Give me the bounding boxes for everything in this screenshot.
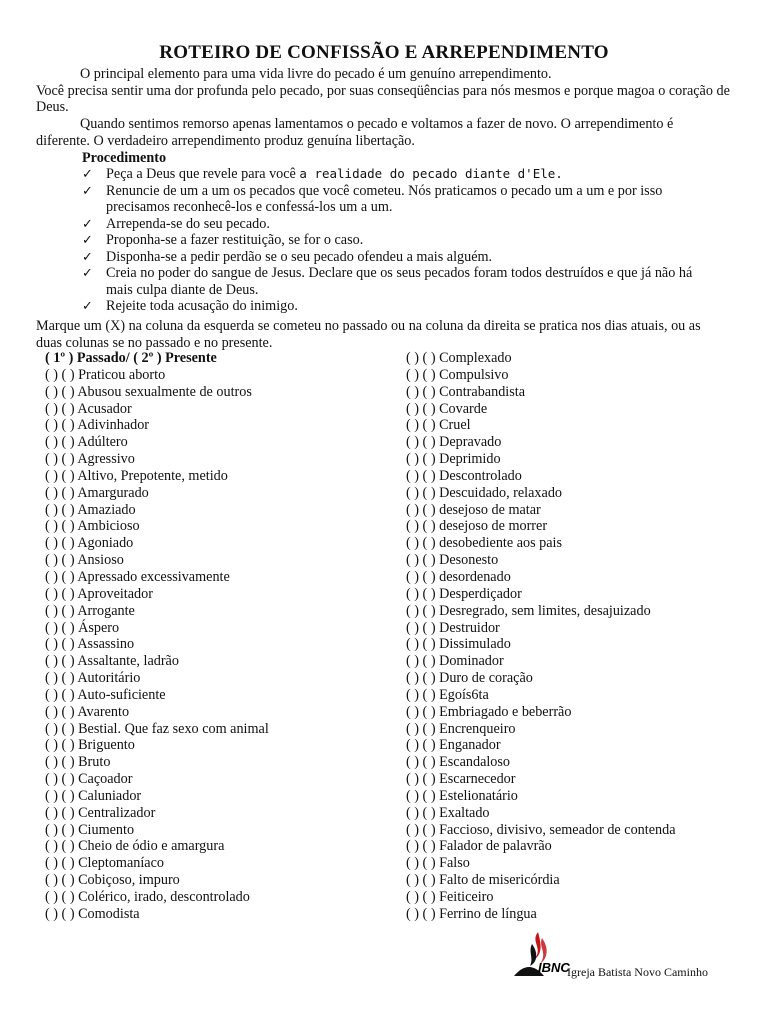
checklist-row [45, 653, 385, 670]
checklist-label: Avarento [77, 703, 130, 720]
checklist-label: Abusou sexualmente de outros [77, 383, 252, 400]
footer-logo [508, 930, 738, 980]
procedure-item [82, 183, 722, 216]
checklist-row [45, 721, 385, 738]
checklist-label: Exaltado [439, 804, 490, 821]
checklist-label: Altivo, Prepotente, metido [77, 467, 228, 484]
checklist-row [45, 367, 385, 384]
checklist-label: Acusador [77, 400, 132, 417]
checklist-left-column [45, 350, 385, 923]
checklist-row [406, 771, 746, 788]
checkbox-pair[interactable]: ( ) ( ) [406, 552, 436, 569]
checkbox-pair[interactable]: ( ) ( ) [406, 619, 436, 636]
checkbox-pair[interactable]: ( ) ( ) [406, 703, 436, 720]
checklist-row [45, 586, 385, 603]
checklist-row [406, 653, 746, 670]
checklist-label: Colérico, irado, descontrolado [78, 889, 250, 905]
checklist-row [45, 384, 385, 401]
procedure-item [82, 166, 722, 183]
checklist-label: desejoso de morrer [439, 518, 548, 535]
checkbox-pair[interactable]: ( ) ( ) [45, 434, 75, 451]
checklist-row [45, 468, 385, 485]
checklist-label: Deprimido [439, 451, 501, 468]
checklist-row [406, 889, 746, 906]
checklist-label: Apressado excessivamente [77, 568, 230, 585]
checklist-label: Assassino [77, 636, 135, 653]
checkbox-pair[interactable]: ( ) ( ) [406, 350, 436, 366]
procedure-item-text: Renuncie de um a um os pecados que você cometeu. Nós praticamos o pecado um a um e por isso precisamos reconhecê-los e confessá-los um a um. [106, 182, 663, 215]
checklist-row [406, 434, 746, 451]
checklist-label: Feiticeiro [439, 889, 494, 905]
checklist-row [406, 704, 746, 721]
checkbox-pair[interactable]: ( ) ( ) [45, 686, 75, 703]
checkmark-icon: ✓ [82, 248, 93, 264]
checklist-row [45, 485, 385, 502]
checklist-row [45, 636, 385, 653]
checklist-label: Cruel [439, 417, 471, 434]
checklist-row [45, 518, 385, 535]
procedure-item [82, 216, 722, 233]
logo-abbreviation: IBNC [538, 960, 570, 975]
checkbox-pair[interactable]: ( ) ( ) [45, 821, 75, 838]
checkbox-pair[interactable]: ( ) ( ) [406, 838, 436, 855]
checklist-row [45, 620, 385, 637]
checkbox-pair[interactable]: ( ) ( ) [406, 720, 436, 737]
checklist-label: Centralizador [78, 804, 156, 821]
checklist-label: Áspero [78, 619, 120, 636]
checklist-label: Descuidado, relaxado [439, 484, 563, 501]
checkbox-pair[interactable]: ( ) ( ) [45, 552, 75, 569]
checkbox-pair[interactable]: ( ) ( ) [406, 754, 436, 771]
checklist-label: Dominador [439, 653, 504, 670]
checkmark-icon: ✓ [82, 298, 93, 313]
checklist-row [45, 451, 385, 468]
checklist-row [406, 535, 746, 552]
page-title: ROTEIRO DE CONFISSÃO E ARREPENDIMENTO [159, 42, 609, 63]
checklist-row [406, 485, 746, 502]
procedure-item-text: Rejeite toda acusação do inimigo. [106, 298, 298, 314]
checkbox-pair[interactable]: ( ) ( ) [45, 400, 75, 417]
checklist-row [45, 687, 385, 704]
checklist-row [45, 417, 385, 434]
checklist-label: Ansioso [77, 552, 124, 569]
checklist-row [406, 620, 746, 637]
checkbox-pair[interactable]: ( ) ( ) [45, 451, 75, 468]
checklist-label: Faccioso, divisivo, semeador de contenda [439, 821, 676, 838]
checkbox-pair[interactable]: ( ) ( ) [406, 535, 436, 552]
checkbox-pair[interactable]: ( ) ( ) [45, 602, 75, 619]
checkbox-pair[interactable]: ( ) ( ) [45, 787, 75, 804]
checklist-label: Ferrino de língua [439, 905, 537, 922]
checklist-row [45, 754, 385, 771]
checkbox-pair[interactable]: ( ) ( ) [406, 653, 436, 670]
procedure-item [82, 249, 722, 266]
checkbox-pair[interactable]: ( ) ( ) [45, 670, 75, 687]
checklist-label: Adivinhador [77, 417, 150, 434]
checklist-label: desejoso de matar [439, 501, 541, 518]
checklist-row [45, 771, 385, 788]
checkbox-pair[interactable]: ( ) ( ) [406, 400, 436, 417]
checkbox-pair[interactable]: ( ) ( ) [45, 535, 75, 552]
checklist-label: Embriagado e beberrão [439, 703, 572, 720]
checklist-row [406, 754, 746, 771]
checkbox-pair[interactable]: ( ) ( ) [406, 821, 436, 838]
checkbox-pair[interactable]: ( ) ( ) [45, 383, 75, 400]
checklist-row [45, 805, 385, 822]
checklist-row [406, 518, 746, 535]
checklist-row [406, 872, 746, 889]
checklist-label: Compulsivo [439, 366, 509, 383]
procedure-item-text: Proponha-se a fazer restituição, se for o caso. [106, 232, 364, 248]
checkbox-pair[interactable]: ( ) ( ) [45, 838, 75, 855]
checklist-header: ( 1º ) Passado/ ( 2º ) Presente [45, 350, 217, 366]
checklist-row [406, 384, 746, 401]
checklist-label: Agoniado [77, 535, 134, 552]
checklist-row [45, 552, 385, 569]
checkbox-pair[interactable]: ( ) ( ) [45, 484, 75, 501]
checklist-row [45, 603, 385, 620]
checklist-row [406, 569, 746, 586]
checklist-label: Estelionatário [439, 787, 518, 804]
checklist-row [406, 417, 746, 434]
checklist-label: Duro de coração [439, 670, 533, 687]
checkbox-pair[interactable]: ( ) ( ) [406, 434, 436, 451]
intro-text-1: O principal elemento para uma vida livre do pecado é um genuíno arrependimento. [80, 66, 552, 82]
checkbox-pair[interactable]: ( ) ( ) [45, 366, 75, 383]
checklist-row [45, 737, 385, 754]
checkbox-pair[interactable]: ( ) ( ) [406, 804, 436, 821]
checklist-label: Caluniador [78, 787, 142, 804]
checklist-row [406, 670, 746, 687]
checklist-label: Descontrolado [439, 467, 522, 484]
checkbox-pair[interactable]: ( ) ( ) [45, 754, 75, 771]
checklist-row [406, 468, 746, 485]
checklist-row [406, 788, 746, 805]
checkbox-pair[interactable]: ( ) ( ) [406, 467, 436, 484]
checkbox-pair[interactable]: ( ) ( ) [406, 602, 436, 619]
checklist-row [406, 451, 746, 468]
checklist-row [45, 434, 385, 451]
procedure-item [82, 232, 722, 249]
checklist-row [45, 822, 385, 839]
checklist-label: desordenado [439, 568, 511, 585]
checkbox-pair[interactable]: ( ) ( ) [45, 653, 75, 670]
checklist-label: Destruidor [439, 619, 500, 636]
checkbox-pair[interactable]: ( ) ( ) [406, 905, 436, 922]
checkbox-pair[interactable]: ( ) ( ) [45, 872, 75, 889]
checkbox-pair[interactable]: ( ) ( ) [45, 804, 75, 821]
checklist-label: Desregrado, sem limites, desajuizado [439, 602, 651, 619]
checklist-label: Dissimulado [439, 636, 511, 653]
checklist-label: Agressivo [77, 451, 135, 468]
intro-paragraph-1 [36, 66, 730, 116]
checklist-row [45, 704, 385, 721]
checklist-label: Desperdiçador [439, 585, 522, 602]
checklist-label: Autoritário [77, 670, 141, 687]
checkbox-pair[interactable]: ( ) ( ) [45, 585, 75, 602]
checklist-label: Caçoador [78, 771, 133, 788]
checklist-label: Falto de misericórdia [439, 872, 560, 889]
checklist-row [406, 586, 746, 603]
checklist-row [406, 636, 746, 653]
checklist-label: Falador de palavrão [439, 838, 552, 855]
checklist-row [45, 569, 385, 586]
procedure-item [82, 298, 722, 315]
checklist-row [406, 401, 746, 418]
checkmark-icon: ✓ [82, 166, 93, 181]
procedure-item-text: Arrependa-se do seu pecado. [106, 215, 270, 232]
checklist-row [406, 350, 746, 367]
checklist-label: Adúltero [77, 434, 128, 451]
instruction-text: Marque um (X) na coluna da esquerda se cometeu no passado ou na coluna da direita se pratica nos dias atuais, ou as duas colunas se no passado e no presente. [36, 318, 701, 351]
checkbox-pair[interactable]: ( ) ( ) [45, 417, 75, 434]
checkbox-pair[interactable]: ( ) ( ) [45, 855, 75, 872]
checkbox-pair[interactable]: ( ) ( ) [406, 417, 436, 434]
procedure-item-mono-text: a realidade do pecado diante d'Ele. [299, 166, 563, 181]
checklist-row [406, 737, 746, 754]
checkbox-pair[interactable]: ( ) ( ) [406, 889, 436, 905]
checkbox-pair[interactable]: ( ) ( ) [406, 501, 436, 518]
checklist-label: Amaziado [77, 501, 136, 518]
church-name: Igreja Batista Novo Caminho [567, 965, 708, 979]
checkbox-pair[interactable]: ( ) ( ) [45, 568, 75, 585]
checklist-row [406, 603, 746, 620]
checkbox-pair[interactable]: ( ) ( ) [406, 771, 436, 788]
checkbox-pair[interactable]: ( ) ( ) [45, 737, 75, 754]
checklist-label: Praticou aborto [78, 366, 166, 383]
checklist-label: Auto-suficiente [77, 686, 166, 703]
checkbox-pair[interactable]: ( ) ( ) [45, 889, 75, 905]
checklist-label: Aproveitador [77, 585, 153, 602]
checklist-label: Bestial. Que faz sexo com animal [78, 720, 269, 737]
checkbox-pair[interactable]: ( ) ( ) [406, 686, 436, 703]
checkbox-pair[interactable]: ( ) ( ) [406, 872, 436, 889]
checklist-row [45, 889, 385, 906]
checklist-label: Falso [439, 855, 470, 872]
checklist-row [45, 855, 385, 872]
checklist-row [406, 552, 746, 569]
checkbox-pair[interactable]: ( ) ( ) [45, 703, 75, 720]
checklist-row [406, 502, 746, 519]
checkmark-icon: ✓ [82, 265, 93, 280]
checkbox-pair[interactable]: ( ) ( ) [45, 501, 75, 518]
procedure-item [82, 265, 722, 298]
checklist-label: Briguento [78, 737, 135, 754]
checklist-row [45, 535, 385, 552]
checklist-row [45, 788, 385, 805]
checklist-label: Desonesto [439, 552, 499, 569]
checklist-label: Depravado [439, 434, 502, 451]
checkbox-pair[interactable]: ( ) ( ) [406, 568, 436, 585]
checkbox-pair[interactable]: ( ) ( ) [45, 467, 75, 484]
procedure-heading: Procedimento [82, 150, 167, 166]
checklist-row [406, 822, 746, 839]
checklist-row [406, 367, 746, 384]
checklist-label: Amargurado [77, 484, 149, 501]
checkbox-pair[interactable]: ( ) ( ) [406, 383, 436, 400]
checkbox-pair[interactable]: ( ) ( ) [406, 787, 436, 804]
checkbox-pair[interactable]: ( ) ( ) [406, 855, 436, 872]
checklist-label: Arrogante [77, 602, 135, 619]
checklist-label: Escandaloso [439, 754, 511, 771]
checkbox-pair[interactable]: ( ) ( ) [406, 737, 436, 754]
checkbox-pair[interactable]: ( ) ( ) [45, 636, 75, 653]
intro-text-1b: Você precisa sentir uma dor profunda pelo pecado, por suas conseqüências para nós mesmos e porque magoa o coração de Deus. [36, 82, 730, 115]
intro-text-2: Quando sentimos remorso apenas lamentamos o pecado e voltamos a fazer de novo. O arrependimento é diferente. O verdadeiro arrependimento produz genuína libertação. [36, 116, 674, 149]
checklist-row [45, 906, 385, 923]
checkmark-icon: ✓ [82, 182, 93, 198]
checkbox-pair[interactable]: ( ) ( ) [406, 670, 436, 687]
checklist-label: Bruto [78, 754, 111, 771]
checklist-label: Contrabandista [439, 383, 525, 400]
checklist-row [406, 855, 746, 872]
procedure-item-text: Creia no poder do sangue de Jesus. Declare que os seus pecados foram todos destruídos e que já não há mais culpa diante de Deus. [106, 265, 693, 298]
checklist-row [45, 838, 385, 855]
checklist-label: Encrenqueiro [439, 720, 516, 737]
procedure-list [82, 166, 722, 315]
checklist-row [45, 401, 385, 418]
checklist-label: Enganador [439, 737, 501, 754]
checkbox-pair[interactable]: ( ) ( ) [45, 518, 75, 535]
checklist-row [45, 670, 385, 687]
checklist-label: Covarde [439, 400, 488, 417]
checklist-label: Egoís6ta [439, 686, 489, 703]
checklist-right-column [406, 350, 746, 923]
checkmark-icon: ✓ [82, 232, 93, 247]
checkbox-pair[interactable]: ( ) ( ) [406, 518, 436, 535]
checklist-label: Comodista [78, 905, 140, 922]
checklist-label: Complexado [439, 350, 512, 366]
checkbox-pair[interactable]: ( ) ( ) [45, 720, 75, 737]
checklist-label: Ambicioso [77, 518, 140, 535]
checklist-label: Ciumento [78, 821, 135, 838]
checkbox-pair[interactable]: ( ) ( ) [406, 484, 436, 501]
checkbox-pair[interactable]: ( ) ( ) [406, 451, 436, 468]
checklist-row [406, 805, 746, 822]
checkbox-pair[interactable]: ( ) ( ) [406, 636, 436, 653]
checklist-row [45, 872, 385, 889]
checkbox-pair[interactable]: ( ) ( ) [406, 366, 436, 383]
checkmark-icon: ✓ [82, 215, 93, 231]
checklist-row [406, 721, 746, 738]
checkbox-pair[interactable]: ( ) ( ) [45, 905, 75, 922]
checklist-row [45, 502, 385, 519]
checklist-row [406, 687, 746, 704]
checklist-label: Assaltante, ladrão [77, 653, 179, 670]
checklist-label: desobediente aos pais [439, 535, 563, 552]
checklist-label: Cheio de ódio e amargura [78, 838, 225, 855]
checklist-row [406, 906, 746, 923]
checklist-row [406, 838, 746, 855]
procedure-item-text: Disponha-se a pedir perdão se o seu pecado ofendeu a mais alguém. [106, 248, 493, 265]
checkbox-pair[interactable]: ( ) ( ) [406, 585, 436, 602]
procedure-item-text: Peça a Deus que revele para você [106, 166, 300, 182]
checkbox-pair[interactable]: ( ) ( ) [45, 619, 75, 636]
checklist-label: Escarnecedor [439, 771, 516, 788]
intro-paragraph-2 [36, 116, 730, 149]
checklist-label: Cobiçoso, impuro [78, 872, 180, 889]
checklist-label: Cleptomaníaco [78, 855, 164, 872]
checkbox-pair[interactable]: ( ) ( ) [45, 771, 75, 788]
